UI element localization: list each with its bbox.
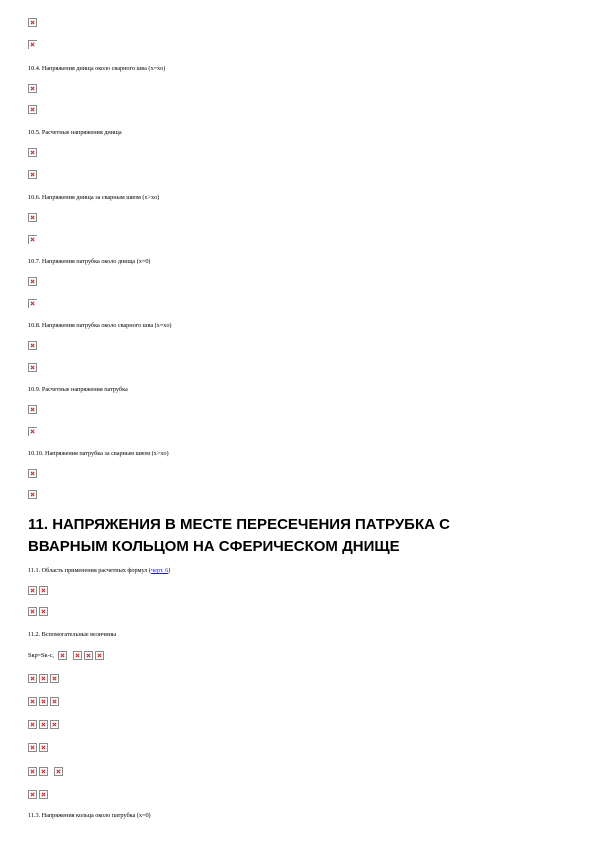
section-10-8-caption: 10.8. Напряжения патрубка около сварного шва (x=xо) xyxy=(28,322,172,329)
broken-image-icon xyxy=(54,767,63,776)
broken-image-icon xyxy=(58,651,67,660)
formula-row xyxy=(28,607,50,616)
broken-image-icon xyxy=(39,674,48,683)
section-10-6-caption: 10.6. Напряжения днища за сварным швом (x>xо) xyxy=(28,194,160,201)
section-10-9-caption: 10.9. Расчетные напряжения патрубка xyxy=(28,386,128,393)
section-10-4-caption: 10.4. Напряжения днища около сварного шва (x=xо) xyxy=(28,65,166,72)
formula-row xyxy=(28,235,39,244)
broken-image-icon xyxy=(28,427,37,436)
section-11-heading: 11. НАПРЯЖЕНИЯ В МЕСТЕ ПЕРЕСЕЧЕНИЯ ПАТРУБКА С ВВАРНЫМ КОЛЬЦОМ НА СФЕРИЧЕСКОМ ДНИЩЕ xyxy=(28,516,450,555)
formula-row xyxy=(28,84,39,93)
section-11-2-caption: 11.2. Вспомогательные величины xyxy=(28,631,117,638)
broken-image-icon xyxy=(39,720,48,729)
broken-image-icon xyxy=(28,235,37,244)
drawing-6-link[interactable]: черт. 6 xyxy=(150,567,169,574)
broken-image-icon xyxy=(28,720,37,729)
broken-image-icon xyxy=(28,743,37,752)
formula-row xyxy=(28,469,39,478)
formula-row xyxy=(28,363,39,372)
formula-row xyxy=(28,697,61,706)
broken-image-icon xyxy=(39,697,48,706)
broken-image-icon xyxy=(50,697,59,706)
formula-row xyxy=(28,18,39,27)
broken-image-icon xyxy=(28,105,37,114)
formula-row xyxy=(28,674,61,683)
broken-image-icon xyxy=(28,84,37,93)
broken-image-icon xyxy=(50,720,59,729)
formula-row xyxy=(28,790,50,799)
formula-row: Sкp=Sк-c, xyxy=(28,651,106,660)
section-10-10-caption: 10.10. Напряжения патрубка за сварным швом (x>xо) xyxy=(28,450,169,457)
broken-image-icon xyxy=(28,490,37,499)
formula-row xyxy=(28,148,39,157)
formula-row xyxy=(28,277,39,286)
formula-row xyxy=(28,720,61,729)
broken-image-icon xyxy=(50,674,59,683)
broken-image-icon xyxy=(28,18,37,27)
broken-image-icon xyxy=(28,767,37,776)
broken-image-icon xyxy=(28,40,37,49)
broken-image-icon xyxy=(28,299,37,308)
broken-image-icon xyxy=(39,607,48,616)
broken-image-icon xyxy=(39,743,48,752)
broken-image-icon xyxy=(39,790,48,799)
broken-image-icon xyxy=(28,674,37,683)
broken-image-icon xyxy=(28,607,37,616)
broken-image-icon xyxy=(28,697,37,706)
formula-row xyxy=(28,405,39,414)
formula-row xyxy=(28,427,39,436)
broken-image-icon xyxy=(95,651,104,660)
broken-image-icon xyxy=(28,277,37,286)
broken-image-icon xyxy=(28,148,37,157)
formula-row xyxy=(28,743,50,752)
formula-row xyxy=(28,40,39,49)
broken-image-icon xyxy=(84,651,93,660)
broken-image-icon xyxy=(28,213,37,222)
broken-image-icon xyxy=(39,586,48,595)
broken-image-icon xyxy=(28,469,37,478)
broken-image-icon xyxy=(28,405,37,414)
broken-image-icon xyxy=(73,651,82,660)
section-11-3-caption: 11.3. Напряжения кольца около патрубка (x=0) xyxy=(28,812,151,819)
formula-row xyxy=(28,767,65,776)
formula-row xyxy=(28,341,39,350)
formula-row xyxy=(28,170,39,179)
section-10-7-caption: 10.7. Напряжения патрубка около днища (x=0) xyxy=(28,258,151,265)
section-10-5-caption: 10.5. Расчетные напряжения днища xyxy=(28,129,122,136)
formula-row xyxy=(28,213,39,222)
formula-row xyxy=(28,586,50,595)
broken-image-icon xyxy=(28,363,37,372)
formula-row xyxy=(28,299,39,308)
formula-row xyxy=(28,490,39,499)
broken-image-icon xyxy=(28,790,37,799)
broken-image-icon xyxy=(28,170,37,179)
broken-image-icon xyxy=(28,586,37,595)
section-11-1-caption: 11.1. Область применения расчетных формул (черт. 6) xyxy=(28,567,171,574)
broken-image-icon xyxy=(28,341,37,350)
broken-image-icon xyxy=(39,767,48,776)
formula-row xyxy=(28,105,39,114)
